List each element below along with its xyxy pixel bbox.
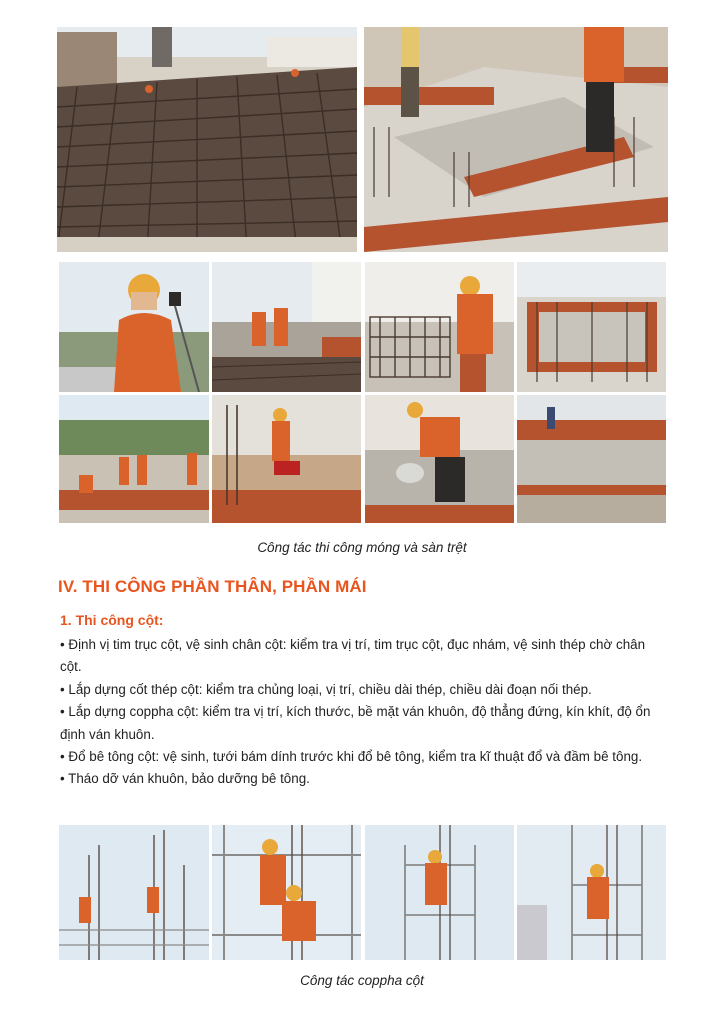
photo-compactor-fill	[212, 395, 361, 523]
bullet-item: • Lắp dựng cốt thép cột: kiểm tra chủng loại, vị trí, chiều dài thép, chiều dài đoạn nối thép.	[60, 681, 592, 697]
photo-concrete-pouring	[365, 395, 514, 523]
photo-workers-footing	[212, 262, 361, 392]
photo-ground-floor-slab	[517, 395, 666, 523]
photo-column-formwork-workers	[212, 825, 361, 960]
bullet-item: • Lắp dựng coppha cột: kiểm tra vị trí, kích thước, bề mặt ván khuôn, độ thẳng đứng, kín khít, độ ổn định ván khuôn.	[60, 704, 651, 742]
section-heading: IV. THI CÔNG PHẦN THÂN, PHẦN MÁI	[58, 577, 367, 596]
section-subheading: 1. Thi công cột:	[60, 612, 164, 628]
bullet-item: • Định vị tim trục cột, vệ sinh chân cột: kiểm tra vị trí, tim trục cột, đục nhám, vệ sinh thép chờ chân cột.	[60, 637, 646, 675]
photo-brick-foundation-beams	[364, 27, 668, 252]
caption-column-formwork: Công tác coppha cột	[300, 973, 424, 988]
photo-rebar-mat-foundation	[57, 27, 357, 252]
photo-footing-formwork	[517, 262, 666, 392]
bullet-item: • Tháo dỡ ván khuôn, bảo dưỡng bê tông.	[60, 771, 310, 787]
bullet-item: • Đổ bê tông cột: vệ sinh, tưới bám dính trước khi đổ bê tông, kiểm tra kĩ thuật đổ và đầm bê tông.	[60, 749, 643, 765]
bullet-list	[60, 634, 668, 791]
caption-foundation: Công tác thi công móng và sàn trệt	[257, 540, 467, 555]
photo-column-formwork-high	[517, 825, 666, 960]
photo-brick-ground-beams	[59, 395, 209, 523]
photo-surveyor	[59, 262, 209, 392]
photo-rebar-cage	[365, 262, 514, 392]
photo-column-scaffold	[365, 825, 514, 960]
photo-column-rebar-1	[59, 825, 209, 960]
